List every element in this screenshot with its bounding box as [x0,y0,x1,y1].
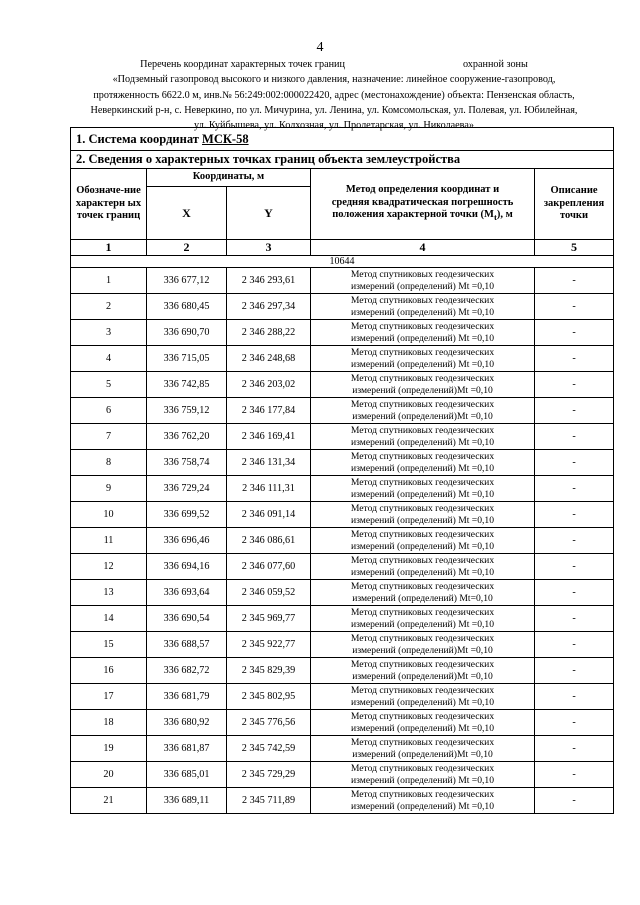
method-line-2: измерений (определений) Mt =0,10 [350,358,494,370]
table-row [71,476,614,502]
point-number: 10 [71,502,147,528]
coordinate-system-row [71,128,614,151]
coordinate-x: 336 694,16 [147,554,227,580]
method-line-1: Метод спутниковых геодезических [350,762,495,774]
header-method-subscript: t [493,212,497,223]
point-number: 2 [71,294,147,320]
coordinate-y: 2 345 711,89 [227,788,311,814]
method-line-2: измерений (определений) Mt =0,10 [350,566,494,578]
method [311,268,535,294]
table-row [71,658,614,684]
method-line-2: измерений (определений) Mt =0,10 [350,800,494,812]
header-method [311,169,535,240]
column-number: 2 [147,240,227,256]
method-line-2: измерений (определений)Mt =0,10 [352,644,493,656]
method [311,450,535,476]
coordinate-system-cell [71,128,614,151]
method-line-1: Метод спутниковых геодезических [350,710,495,722]
table-row [71,398,614,424]
point-description: - [535,580,614,606]
point-description: - [535,762,614,788]
table-row [71,788,614,814]
method-line-1: Метод спутниковых геодезических [350,554,495,566]
coordinate-x: 336 688,57 [147,632,227,658]
point-number: 13 [71,580,147,606]
header-method-line-3-text: положения характерной точки (M [332,209,494,221]
header-line-3: протяженность 6622.0 м, инв.№ 56:249:002:000022420, адрес (местонахождение) объекта: Пензенская область, [93,89,575,101]
method [311,346,535,372]
point-number: 9 [71,476,147,502]
point-description: - [535,476,614,502]
method-line-2: измерений (определений) Mt =0,10 [350,462,494,474]
method-line-1: Метод спутниковых геодезических [350,632,495,644]
method-line-2: измерений (определений)Mt =0,10 [352,748,493,760]
table-row [71,736,614,762]
header-line-1-left: Перечень координат характерных точек границ [140,59,345,70]
point-description: - [535,528,614,554]
table-row [71,710,614,736]
point-description: - [535,632,614,658]
coordinate-y: 2 346 293,61 [227,268,311,294]
point-description: - [535,554,614,580]
point-description: - [535,788,614,814]
coordinates-table [70,127,614,814]
method-line-2: измерений (определений) Mt =0,10 [350,540,494,552]
table-row [71,632,614,658]
point-number: 4 [71,346,147,372]
column-number: 1 [71,240,147,256]
table-header-row-1 [71,169,614,187]
column-numbers-row [71,240,614,256]
coordinate-x: 336 685,01 [147,762,227,788]
coordinate-y: 2 346 169,41 [227,424,311,450]
table-row [71,762,614,788]
document-header [64,57,604,133]
point-number: 14 [71,606,147,632]
method [311,320,535,346]
table-row [71,294,614,320]
coordinate-x: 336 762,20 [147,424,227,450]
point-number: 20 [71,762,147,788]
coordinate-y: 2 346 086,61 [227,528,311,554]
coordinate-x: 336 729,24 [147,476,227,502]
method-line-2: измерений (определений) Mt =0,10 [350,514,494,526]
coordinate-x: 336 758,74 [147,450,227,476]
header-y: Y [227,187,311,240]
header-line-1-right: охранной зоны [462,59,528,70]
point-number: 11 [71,528,147,554]
method-line-1: Метод спутниковых геодезических [350,788,495,800]
point-description: - [535,502,614,528]
point-description: - [535,268,614,294]
coordinate-x: 336 682,72 [147,658,227,684]
method-line-1: Метод спутниковых геодезических [350,424,495,436]
coordinate-x: 336 681,79 [147,684,227,710]
coordinate-y: 2 346 288,22 [227,320,311,346]
method-line-1: Метод спутниковых геодезических [350,320,495,332]
point-description: - [535,372,614,398]
method-line-1: Метод спутниковых геодезических [350,736,495,748]
method-line-1: Метод спутниковых геодезических [350,346,495,358]
method [311,762,535,788]
header-line-5: ул. Куйбышева, ул. Колхозная, ул. Пролетарская, ул. Николаева» [194,120,474,132]
method [311,554,535,580]
coordinate-y: 2 345 829,39 [227,658,311,684]
header-line-2: «Подземный газопровод высокого и низкого давления, назначение: линейное сооружение-газопровод, [112,74,556,86]
method-line-2: измерений (определений) Mt =0,10 [350,774,494,786]
point-description: - [535,346,614,372]
point-number: 21 [71,788,147,814]
header-coordinates: Координаты, м [147,169,311,187]
point-number: 5 [71,372,147,398]
method [311,606,535,632]
contour-number: 10644 [71,256,614,268]
coordinate-y: 2 345 729,29 [227,762,311,788]
coordinate-y: 2 346 131,34 [227,450,311,476]
coordinate-y: 2 346 111,31 [227,476,311,502]
coordinate-x: 336 677,12 [147,268,227,294]
method [311,528,535,554]
header-method-line-1: Метод определения координат и [345,184,500,196]
table-row [71,450,614,476]
coordinate-y: 2 345 742,59 [227,736,311,762]
method-line-2: измерений (определений) Mt =0,10 [350,696,494,708]
point-number: 8 [71,450,147,476]
coordinate-x: 336 742,85 [147,372,227,398]
coordinate-x: 336 689,11 [147,788,227,814]
table-row [71,268,614,294]
point-number: 15 [71,632,147,658]
method [311,372,535,398]
method [311,736,535,762]
coordinate-x: 336 681,87 [147,736,227,762]
header-point-designation: Обозначе-ние характерн ых точек границ [71,169,147,240]
coordinate-y: 2 346 248,68 [227,346,311,372]
coordinate-x: 336 699,52 [147,502,227,528]
coordinate-system-label: 1. Система координат [76,131,199,146]
coordinate-y: 2 345 969,77 [227,606,311,632]
table-row [71,346,614,372]
point-number: 7 [71,424,147,450]
method [311,710,535,736]
header-method-line-3 [311,209,534,224]
point-number: 12 [71,554,147,580]
method-line-2: измерений (определений)Mt =0,10 [352,410,493,422]
header-line-4: Неверкинский р-н, с. Неверкино, по ул. Мичурина, ул. Ленина, ул. Комсомольская, ул. Полевая, ул. Юбилейная, [90,104,578,116]
coordinate-system-name: МСК-58 [202,131,249,146]
method-line-1: Метод спутниковых геодезических [350,528,495,540]
header-line-1 [64,57,604,72]
coordinate-x: 336 680,45 [147,294,227,320]
method [311,294,535,320]
coordinate-x: 336 696,46 [147,528,227,554]
method [311,424,535,450]
method [311,632,535,658]
method [311,398,535,424]
point-number: 1 [71,268,147,294]
table-row [71,580,614,606]
point-number: 19 [71,736,147,762]
table-row [71,554,614,580]
method [311,788,535,814]
point-description: - [535,294,614,320]
coordinate-y: 2 346 297,34 [227,294,311,320]
point-number: 3 [71,320,147,346]
method [311,580,535,606]
column-number: 3 [227,240,311,256]
method-line-2: измерений (определений) Mt =0,10 [350,722,494,734]
table-row [71,528,614,554]
method [311,658,535,684]
method-line-1: Метод спутниковых геодезических [350,268,495,280]
method-line-1: Метод спутниковых геодезических [350,658,495,670]
header-method-line-2: средняя квадратическая погрешность [331,196,514,208]
point-description: - [535,398,614,424]
coordinate-y: 2 346 077,60 [227,554,311,580]
coordinate-x: 336 680,92 [147,710,227,736]
method-line-1: Метод спутниковых геодезических [350,294,495,306]
point-number: 16 [71,658,147,684]
point-number: 18 [71,710,147,736]
method-line-2: измерений (определений) Mt =0,10 [350,280,494,292]
coordinate-y: 2 345 776,56 [227,710,311,736]
page-number: 4 [316,40,324,55]
coordinate-x: 336 693,64 [147,580,227,606]
method-line-1: Метод спутниковых геодезических [350,502,495,514]
method-line-1: Метод спутниковых геодезических [350,398,495,410]
coordinate-x: 336 715,05 [147,346,227,372]
method-line-2: измерений (определений)Mt =0,10 [352,384,493,396]
point-description: - [535,658,614,684]
point-description: - [535,710,614,736]
method-line-1: Метод спутниковых геодезических [350,580,495,592]
method-line-2: измерений (определений)Mt =0,10 [352,670,493,682]
method-line-2: измерений (определений) Mt =0,10 [350,332,494,344]
method [311,684,535,710]
method [311,476,535,502]
coordinate-y: 2 346 203,02 [227,372,311,398]
header-description: Описание закрепления точки [535,169,614,240]
method-line-1: Метод спутниковых геодезических [350,476,495,488]
coordinate-x: 336 759,12 [147,398,227,424]
section-title-row [71,151,614,169]
method [311,502,535,528]
table-row [71,684,614,710]
header-x: X [147,187,227,240]
coordinate-y: 2 345 802,95 [227,684,311,710]
coordinate-y: 2 345 922,77 [227,632,311,658]
coordinate-y: 2 346 177,84 [227,398,311,424]
coordinate-x: 336 690,70 [147,320,227,346]
section-title: 2. Сведения о характерных точках границ объекта землеустройства [71,151,614,169]
table-row [71,372,614,398]
table-row [71,424,614,450]
table-row [71,606,614,632]
method-line-1: Метод спутниковых геодезических [350,372,495,384]
method-line-1: Метод спутниковых геодезических [350,450,495,462]
table-row [71,320,614,346]
table-row [71,502,614,528]
point-description: - [535,320,614,346]
method-line-2: измерений (определений) Mt =0,10 [350,306,494,318]
point-number: 6 [71,398,147,424]
header-method-line-3-end: ), м [496,209,513,221]
coordinate-y: 2 346 059,52 [227,580,311,606]
column-number: 5 [535,240,614,256]
contour-row [71,256,614,268]
point-number: 17 [71,684,147,710]
point-description: - [535,736,614,762]
method-line-2: измерений (определений) Mt=0,10 [352,592,493,604]
point-description: - [535,450,614,476]
coordinate-y: 2 346 091,14 [227,502,311,528]
point-description: - [535,424,614,450]
method-line-2: измерений (определений) Mt =0,10 [350,436,494,448]
method-line-2: измерений (определений) Mt =0,10 [350,488,494,500]
column-number: 4 [311,240,535,256]
point-description: - [535,606,614,632]
coordinate-x: 336 690,54 [147,606,227,632]
method-line-2: измерений (определений) Mt =0,10 [350,618,494,630]
method-line-1: Метод спутниковых геодезических [350,606,495,618]
method-line-1: Метод спутниковых геодезических [350,684,495,696]
point-description: - [535,684,614,710]
